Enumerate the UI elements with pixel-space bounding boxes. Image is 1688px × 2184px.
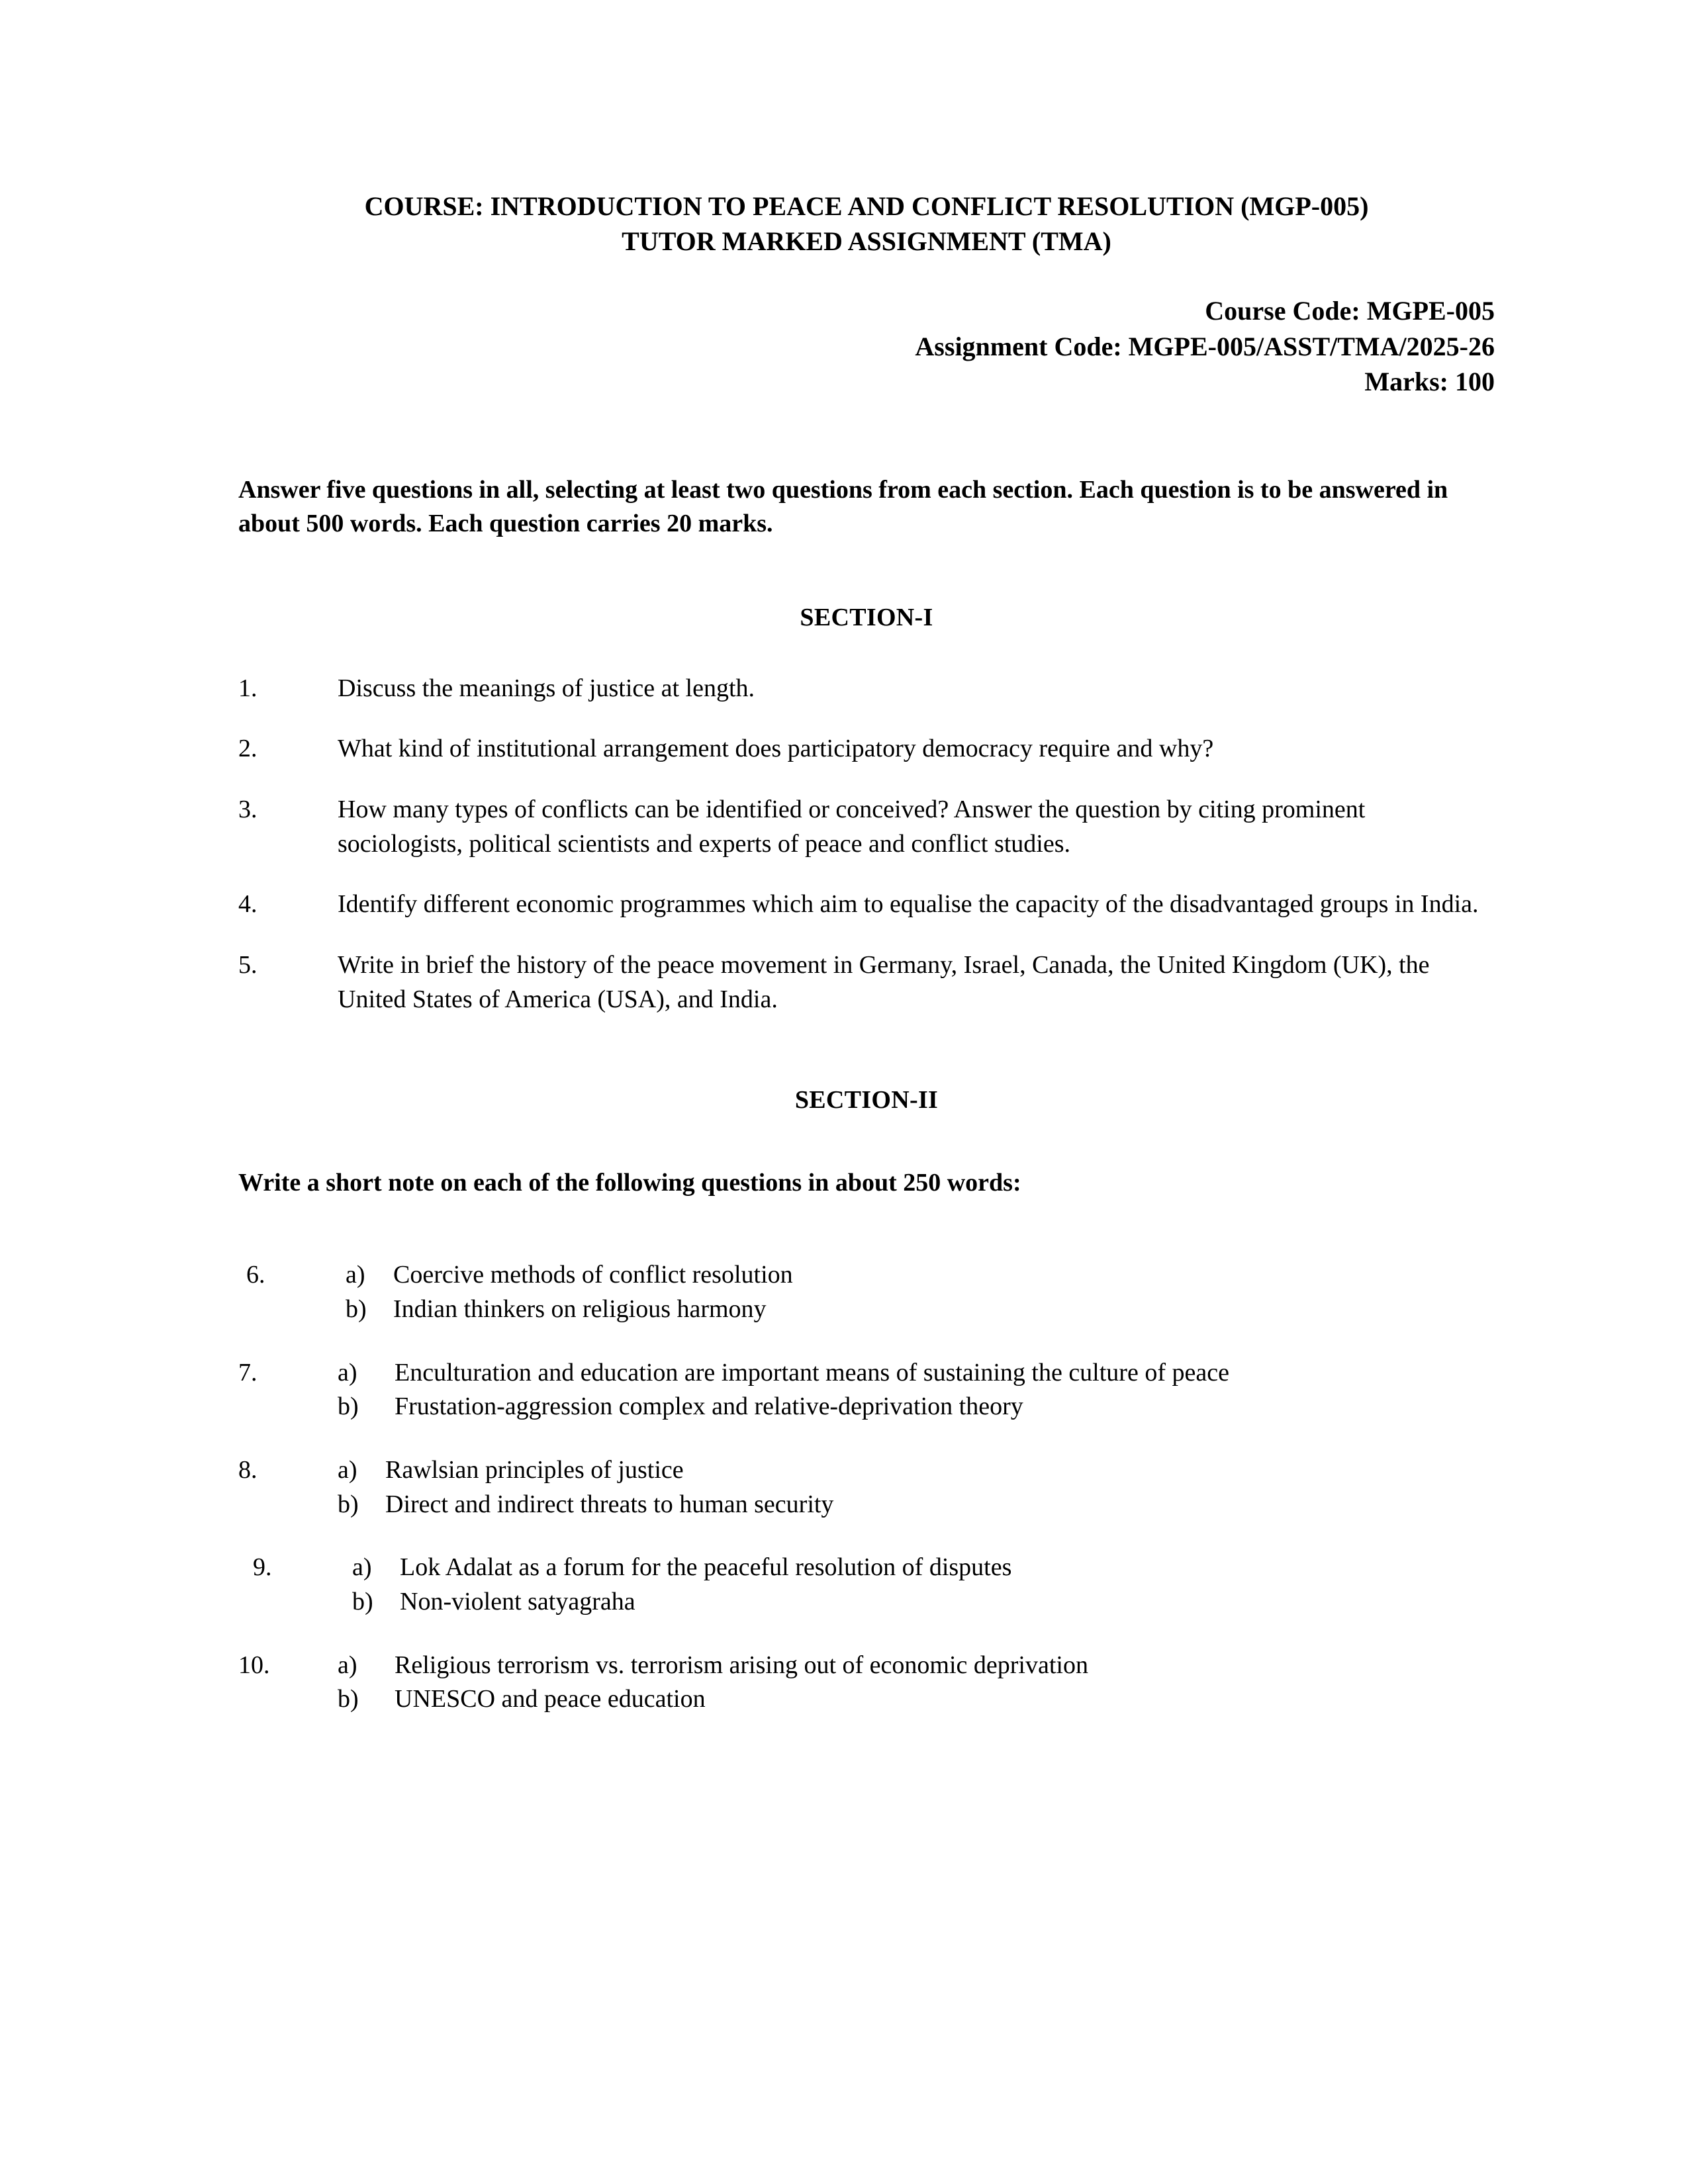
sub-question-text: Direct and indirect threats to human security: [385, 1490, 834, 1518]
sub-question-a: [338, 1356, 1495, 1390]
question-item: [238, 948, 1495, 1017]
question-number: 2.: [238, 735, 258, 763]
question-number: 10.: [238, 1651, 270, 1679]
sub-question-group: [338, 1649, 1495, 1717]
sub-question-text: Frustation-aggression complex and relative-deprivation theory: [395, 1392, 1023, 1421]
section-two-instruction: Write a short note on each of the following questions in about 250 words:: [238, 1169, 1021, 1197]
assignment-type-line: TUTOR MARKED ASSIGNMENT (TMA): [622, 226, 1111, 257]
question-text: How many types of conflicts can be identified or conceived? Answer the question by citing prominent sociologists, political scientists and experts of peace and conflict studies.: [338, 796, 1366, 858]
sub-question-label: b): [352, 1588, 373, 1616]
sub-question-label: b): [338, 1490, 359, 1518]
marks: Marks: 100: [1364, 366, 1495, 396]
question-text: What kind of institutional arrangement does participatory democracy require and why?: [338, 735, 1214, 763]
sub-question-label: a): [346, 1261, 365, 1289]
question-text: Discuss the meanings of justice at length.: [338, 674, 755, 702]
question-text: Identify different economic programmes which aim to equalise the capacity of the disadvantaged groups in India.: [338, 890, 1479, 919]
question-item: [238, 732, 1495, 766]
sub-question-group: [338, 1453, 1495, 1522]
sub-question-text: UNESCO and peace education: [395, 1685, 706, 1713]
sub-question-label: a): [338, 1456, 357, 1484]
course-code: Course Code: MGPE-005: [1205, 296, 1495, 326]
question-item: [238, 672, 1495, 706]
sub-question-text: Indian thinkers on religious harmony: [393, 1295, 767, 1324]
sub-question-text: Enculturation and education are important means of sustaining the culture of peace: [395, 1358, 1229, 1387]
question-number: 1.: [238, 674, 258, 702]
sub-question-text: Religious terrorism vs. terrorism arising out of economic deprivation: [395, 1651, 1088, 1679]
general-instruction: Answer five questions in all, selecting at least two questions from each section. Each question is to be answered in about 500 words. Each question carries 20 marks.: [238, 475, 1448, 537]
question-text: Write in brief the history of the peace movement in Germany, Israel, Canada, the United Kingdom (UK), the United States of America (USA), and India.: [338, 951, 1430, 1013]
section-two-question-list: [238, 1258, 1495, 1717]
question-item: [238, 1453, 1495, 1522]
section-one-heading: SECTION-I: [800, 603, 933, 631]
sub-question-label: a): [352, 1553, 372, 1582]
section-two-heading: SECTION-II: [794, 1086, 939, 1115]
course-title-line: COURSE: INTRODUCTION TO PEACE AND CONFLICT RESOLUTION (MGP-005): [364, 191, 1369, 221]
sub-question-text: Rawlsian principles of justice: [385, 1456, 684, 1484]
sub-question-a: [352, 1551, 1495, 1585]
sub-question-text: Lok Adalat as a forum for the peaceful resolution of disputes: [400, 1553, 1012, 1582]
sub-question-label: b): [338, 1392, 359, 1421]
question-number: 7.: [238, 1358, 258, 1387]
course-code-block: [238, 293, 1495, 399]
question-number: 9.: [253, 1553, 272, 1582]
question-number: 6.: [246, 1261, 265, 1289]
sub-question-text: Non-violent satyagraha: [400, 1588, 635, 1616]
sub-question-a: [338, 1649, 1495, 1683]
question-item: [238, 1649, 1495, 1717]
assignment-code: Assignment Code: MGPE-005/ASST/TMA/2025-26: [915, 331, 1495, 361]
question-item: [238, 1551, 1495, 1619]
sub-question-group: [346, 1258, 1495, 1326]
question-item: [238, 887, 1495, 922]
question-number: 3.: [238, 796, 258, 824]
sub-question-group: [338, 1356, 1495, 1424]
sub-question-b: [338, 1488, 1495, 1522]
sub-question-group: [352, 1551, 1495, 1619]
question-number: 4.: [238, 890, 258, 919]
question-number: 8.: [238, 1456, 258, 1484]
sub-question-b: [338, 1390, 1495, 1424]
sub-question-a: [338, 1453, 1495, 1488]
sub-question-a: [346, 1258, 1495, 1293]
document-title: [238, 189, 1495, 259]
question-item: [238, 1356, 1495, 1424]
sub-question-b: [346, 1293, 1495, 1327]
page-content: [238, 0, 1495, 1746]
question-item: [238, 793, 1495, 861]
question-item: [238, 1258, 1495, 1326]
sub-question-text: Coercive methods of conflict resolution: [393, 1261, 793, 1289]
section-one-question-list: [238, 672, 1495, 1017]
sub-question-label: b): [338, 1685, 359, 1713]
sub-question-b: [338, 1682, 1495, 1717]
question-number: 5.: [238, 951, 258, 979]
sub-question-label: a): [338, 1651, 357, 1679]
sub-question-label: b): [346, 1295, 367, 1324]
sub-question-label: a): [338, 1358, 357, 1387]
sub-question-b: [352, 1585, 1495, 1619]
